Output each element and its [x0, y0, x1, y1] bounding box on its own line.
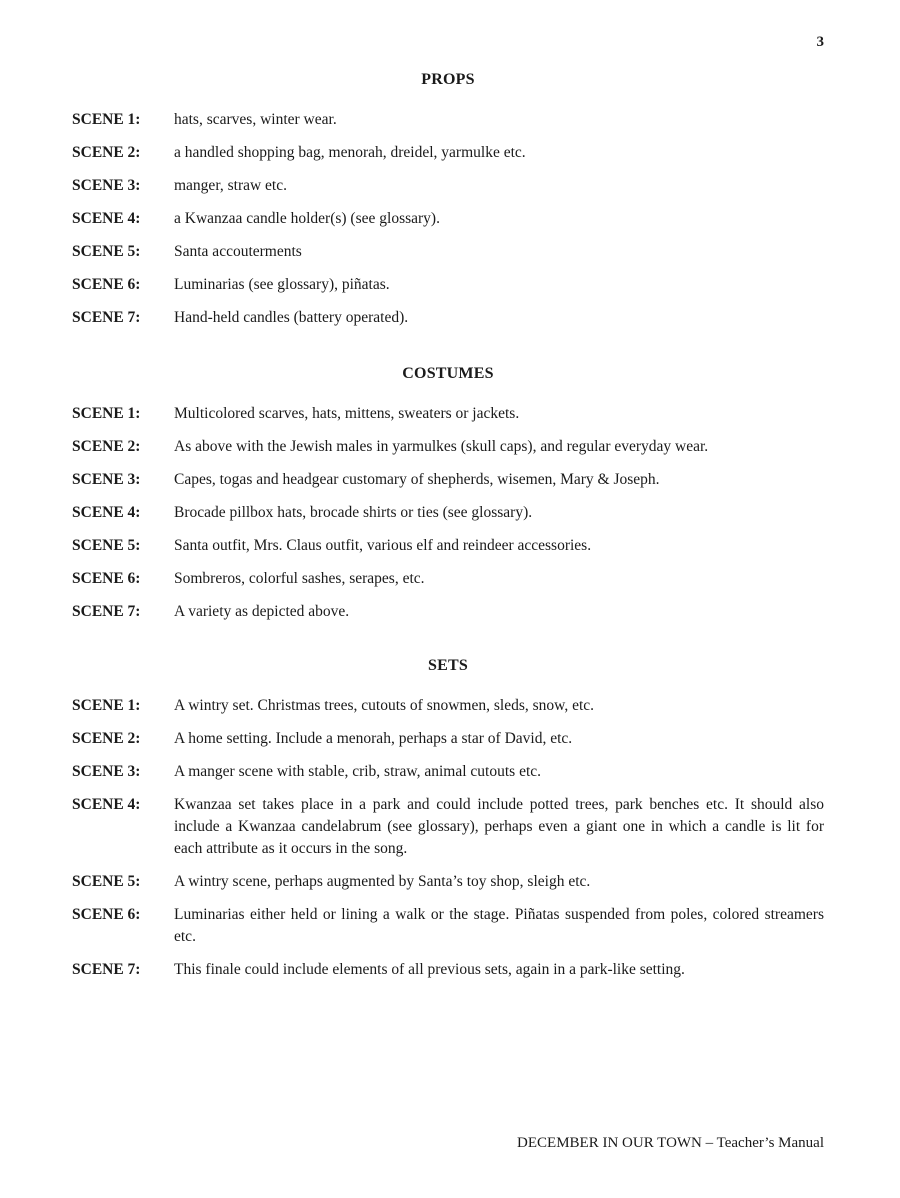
scene-label: SCENE 6: — [72, 276, 141, 293]
page-number: 3 — [816, 34, 824, 50]
list-item — [72, 142, 824, 164]
list-item — [72, 241, 824, 263]
scene-label: SCENE 1: — [72, 111, 141, 128]
list-item — [72, 601, 824, 623]
scene-text: A wintry scene, perhaps augmented by Santa’s toy shop, sleigh etc. — [174, 873, 591, 890]
scene-text: A wintry set. Christmas trees, cutouts of snowmen, sleds, snow, etc. — [174, 697, 595, 714]
list-item — [72, 403, 824, 425]
scene-text: Luminarias (see glossary), piñatas. — [174, 276, 390, 293]
section-title-sets: SETS — [428, 657, 468, 674]
scene-label: SCENE 5: — [72, 873, 141, 890]
list-item — [72, 568, 824, 590]
list-item — [72, 208, 824, 230]
section-title-props: PROPS — [421, 71, 475, 88]
scene-label: SCENE 4: — [72, 504, 141, 521]
list-item — [72, 436, 824, 458]
scene-label: SCENE 3: — [72, 763, 141, 780]
scene-label: SCENE 2: — [72, 730, 141, 747]
list-item — [72, 761, 824, 783]
scene-text: Sombreros, colorful sashes, serapes, etc. — [174, 570, 425, 587]
scene-text: Santa outfit, Mrs. Claus outfit, various elf and reindeer accessories. — [174, 537, 592, 554]
scene-label: SCENE 1: — [72, 405, 141, 422]
scene-text: Multicolored scarves, hats, mittens, sweaters or jackets. — [174, 405, 520, 422]
list-item — [72, 959, 824, 981]
scene-text: Santa accouterments — [174, 243, 302, 260]
scene-label: SCENE 2: — [72, 144, 141, 161]
scene-text: As above with the Jewish males in yarmulkes (skull caps), and regular everyday wear. — [174, 438, 709, 455]
scene-label: SCENE 3: — [72, 177, 141, 194]
list-item — [72, 469, 824, 491]
scene-text: a handled shopping bag, menorah, dreidel, yarmulke etc. — [174, 144, 526, 161]
scene-label: SCENE 5: — [72, 243, 141, 260]
scene-label: SCENE 7: — [72, 961, 141, 978]
footer-title: DECEMBER IN OUR TOWN – Teacher’s Manual — [517, 1135, 824, 1151]
scene-label: SCENE 4: — [72, 210, 141, 227]
list-item — [72, 502, 824, 524]
scene-text: Kwanzaa set takes place in a park and could include potted trees, park benches etc. It should also include a Kwanzaa candelabrum (see glossary), perhaps even a giant one in which a candle is lit for each attribute as it occurs in the song. — [174, 796, 824, 857]
scene-text: A manger scene with stable, crib, straw, animal cutouts etc. — [174, 763, 542, 780]
scene-text: Hand-held candles (battery operated). — [174, 309, 409, 326]
scene-label: SCENE 6: — [72, 570, 141, 587]
scene-label: SCENE 7: — [72, 309, 141, 326]
scene-text: Brocade pillbox hats, brocade shirts or ties (see glossary). — [174, 504, 533, 521]
scene-text: This finale could include elements of all previous sets, again in a park-like setting. — [174, 961, 685, 978]
scene-text: hats, scarves, winter wear. — [174, 111, 337, 128]
list-item — [72, 794, 824, 860]
costumes-section — [72, 364, 824, 634]
list-item — [72, 274, 824, 296]
props-section — [72, 70, 824, 340]
scene-text: A variety as depicted above. — [174, 603, 350, 620]
list-item — [72, 728, 824, 750]
list-item — [72, 109, 824, 131]
scene-text: Capes, togas and headgear customary of shepherds, wisemen, Mary & Joseph. — [174, 471, 660, 488]
section-title-costumes: COSTUMES — [402, 365, 494, 382]
list-item — [72, 904, 824, 948]
list-item — [72, 307, 824, 329]
scene-label: SCENE 7: — [72, 603, 141, 620]
scene-label: SCENE 4: — [72, 796, 141, 813]
scene-label: SCENE 3: — [72, 471, 141, 488]
scene-label: SCENE 2: — [72, 438, 141, 455]
scene-label: SCENE 5: — [72, 537, 141, 554]
sets-section — [72, 656, 824, 992]
scene-text: A home setting. Include a menorah, perhaps a star of David, etc. — [174, 730, 573, 747]
scene-text: Luminarias either held or lining a walk or the stage. Piñatas suspended from poles, colored streamers etc. — [174, 906, 824, 945]
scene-label: SCENE 6: — [72, 906, 141, 923]
scene-text: a Kwanzaa candle holder(s) (see glossary). — [174, 210, 440, 227]
list-item — [72, 871, 824, 893]
scene-label: SCENE 1: — [72, 697, 141, 714]
list-item — [72, 535, 824, 557]
list-item — [72, 695, 824, 717]
list-item — [72, 175, 824, 197]
scene-text: manger, straw etc. — [174, 177, 287, 194]
